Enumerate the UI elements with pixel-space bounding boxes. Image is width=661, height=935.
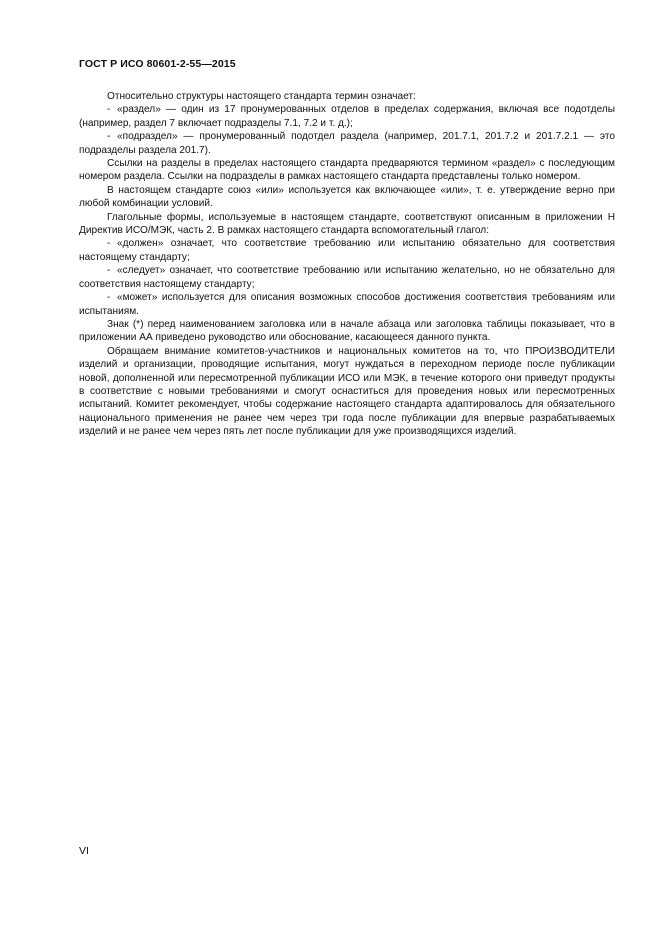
page-number: VI <box>79 845 89 857</box>
dash-marker: - <box>107 131 111 143</box>
paragraph-references: Ссылки на разделы в пределах настоящего стандарта предваряются термином «раздел» с последующим номером раздела. Ссылки на подразделы в рамках настоящего стандарта представлены только номером. <box>79 158 615 183</box>
paragraph-intro: Относительно структуры настоящего стандарта термин означает: <box>107 91 416 102</box>
paragraph-or-usage: В настоящем стандарте союз «или» используется как включающее «или», т. е. утверждение верно при любой комбинации условий. <box>79 184 615 210</box>
list-item-subsection: - «подраздел» — пронумерованный подотдел раздела (например, 201.7.1, 201.7.2 и 201.7.2.1 — это подразделы раздела 201.7). <box>79 131 615 156</box>
list-item-may: - «может» используется для описания возможных способов достижения соответствия требованиям или испытаниям. <box>79 292 615 317</box>
body-text <box>79 90 615 439</box>
list-item-should: - «следует» означает, что соответствие требованию или испытанию желательно, но не обязательно для соответствия настоящему стандарту; <box>79 265 615 290</box>
standard-id: ГОСТ Р ИСО 80601-2-55—2015 <box>79 58 236 70</box>
dash-marker: - <box>107 292 111 304</box>
paragraph-transition: Обращаем внимание комитетов-участников и национальных комитетов на то, что ПРОИЗВОДИТЕЛИ изделий и организации, проводящие испытания, могут нуждаться в переходном периоде после публикации новой, дополненной или пересмотренной публикации ИСО или МЭК, в течение которого они приведут продукты в соответствие с новыми требованиями и смогут оснаститься для проведения новых или пересмотренных испытаний. Комитет рекомендует, чтобы содержание настоящего стандарта адаптировалось для обязательного национального применения не ранее чем через три года после публикации для впервые разрабатываемых изделий и не ранее чем через пять лет после публикации для уже производящихся изделий. <box>79 345 615 438</box>
dash-marker: - <box>107 238 111 250</box>
paragraph-asterisk: Знак (*) перед наименованием заголовка или в начале абзаца или заголовка таблицы показывает, что в приложении АА приведено руководство или обоснование, касающееся данного пункта. <box>79 318 615 344</box>
dash-marker: - <box>107 104 111 116</box>
list-item-section: - «раздел» — один из 17 пронумерованных отделов в пределах содержания, включая все подотделы (например, раздел 7 включает подразделы 7.1, 7.2 и т. д.); <box>79 104 615 129</box>
paragraph-verb-forms: Глагольные формы, используемые в настоящем стандарте, соответствуют описанным в приложении Н Директив ИСО/МЭК, часть 2. В рамках настоящего стандарта вспомогательный глагол: <box>79 211 615 237</box>
document-header <box>79 58 236 70</box>
dash-marker: - <box>107 265 111 277</box>
list-item-shall: - «должен» означает, что соответствие требованию или испытанию обязательно для соответствия настоящему стандарту; <box>79 238 615 263</box>
